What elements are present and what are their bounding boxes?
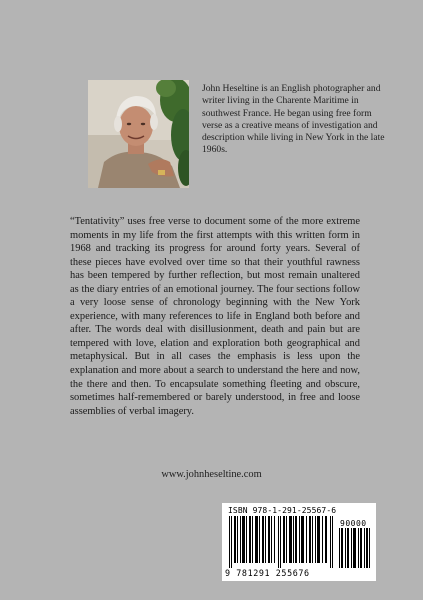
book-description xyxy=(70,215,360,418)
isbn-label: ISBN 978-1-291-25567-6 xyxy=(228,506,337,515)
ean-barcode-bars xyxy=(229,516,335,568)
author-bio: John Heseltine is an English photographer and writer living in the Charente Maritime in southwest France. He began using free form verse as a creative means of investigation and description while living in New York in the late 1960s. xyxy=(202,83,385,156)
barcode-addon-digits: 90000 xyxy=(340,519,367,528)
isbn-barcode xyxy=(222,503,376,581)
author-website[interactable]: www.johnheseltine.com xyxy=(161,469,262,480)
description-paragraph: “Tentativity” uses free verse to document some of the more extreme moments in my life from the first attempts with this written form in 1968 and tracking its progress for around forty years. Several of these pieces have evolved over time so that their youthful rawness has been tempered by further reflection, but most remain unaltered as the diary entries of an emotional journey. The four sections follow a very loose sense of chronology beginning with the New York experience, with many references to life in England both before and after. The words deal with disillusionment, death and pain but are tempered with love, elation and exploration both geographical and metaphysical. But in all cases the emphasis is less upon the explanation and more about a search to understand the here and now, the there and then. To encapsulate something fleeting and obscure, sometimes half-remembered or barely understood, in free and loose assemblies of verbal imagery. xyxy=(70,216,360,417)
ean-digits: 9 781291 255676 xyxy=(225,568,310,578)
author-photo xyxy=(88,80,189,188)
addon-barcode-bars xyxy=(339,528,371,568)
